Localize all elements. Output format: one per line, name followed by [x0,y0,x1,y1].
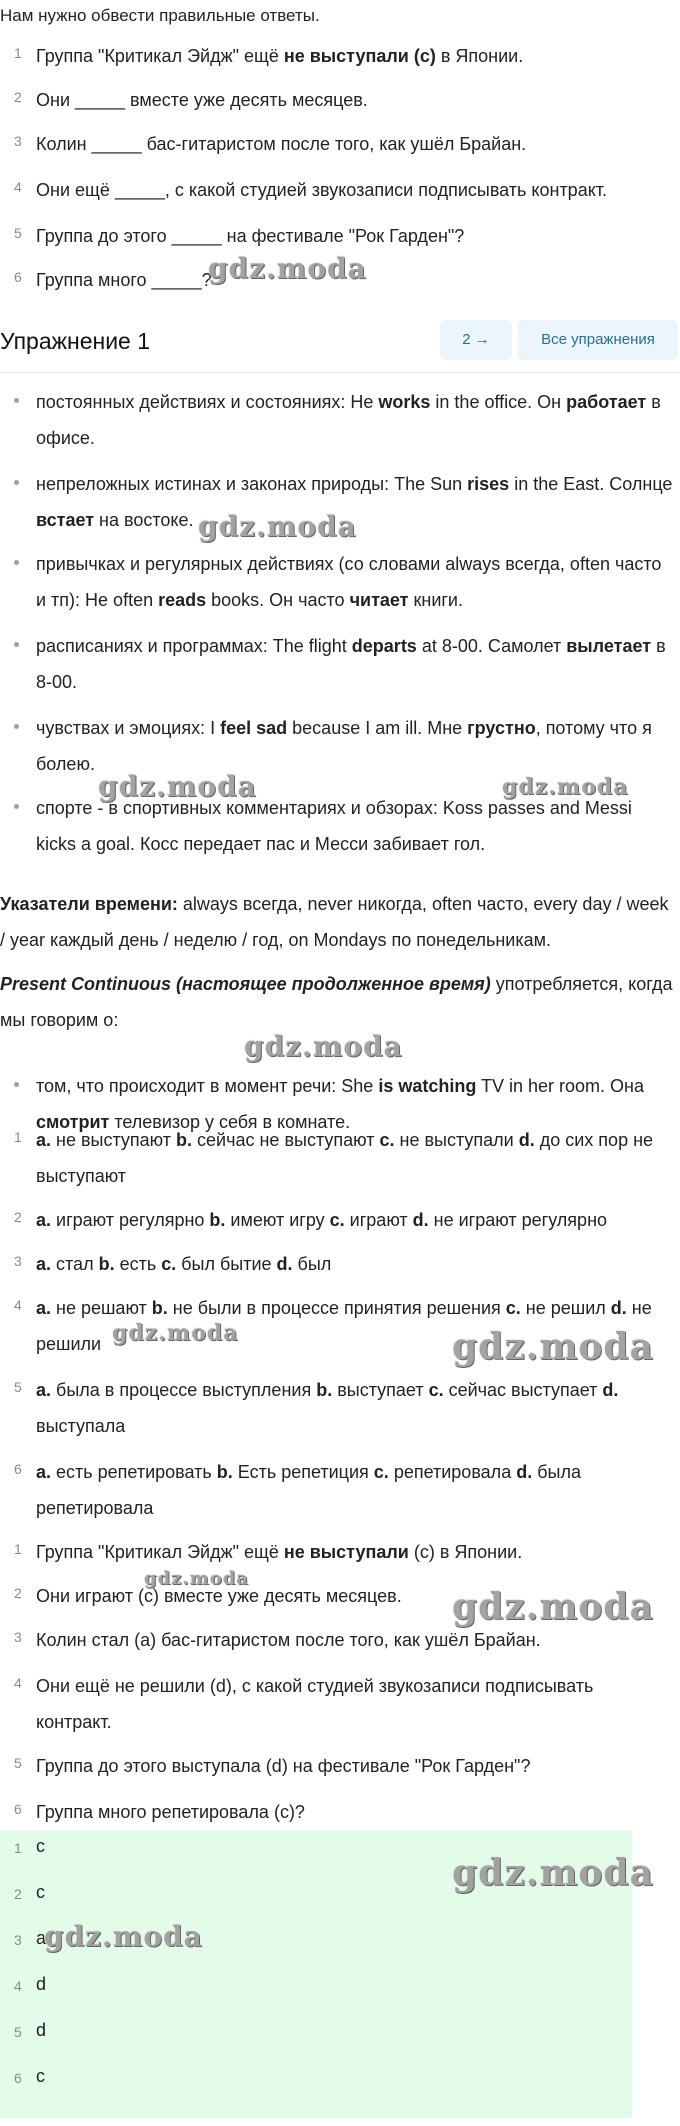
intro-text: Нам нужно обвести правильные ответы. [0,6,320,25]
answer-letter: a [36,1928,47,1948]
item-number: 2 [14,1585,22,1601]
item-text: Колин стал (a) бас-гитаристом после того, как ушёл Брайан. [36,1630,541,1650]
item-number: 2 [14,1209,22,1225]
item-number: 3 [14,133,22,149]
bullet-icon [14,724,19,729]
item-text: Они играют (с) вместе уже десять месяцев. [36,1586,402,1606]
item-text: Они ещё _____, с какой студией звукозаписи подписывать контракт. [36,180,608,200]
list-item-text: привычках и регулярных действиях (со словами always всегда, often часто и тп): He often reads books. Он часто читает книги. [36,554,662,610]
item-text: Они ещё не решили (d), с какой студией звукозаписи подписывать контракт. [36,1676,594,1732]
item-text: Они _____ вместе уже десять месяцев. [36,90,368,110]
bullet-icon [14,480,19,485]
present-continuous-intro: Present Continuous (настоящее продолженное время) употребляется, когда мы говорим о: [0,974,673,1030]
item-number: 6 [14,269,22,285]
watermark-logo: gdz.moda [208,252,367,285]
item-text: a. играют регулярно b. имеют игру c. играют d. не играют регулярно [36,1210,608,1230]
item-text: Группа много репетировала (с)? [36,1802,305,1822]
item-number: 3 [14,1629,22,1645]
item-number: 6 [14,1801,22,1817]
item-number: 3 [14,1253,22,1269]
answer-number: 3 [14,1932,22,1948]
answer-number: 4 [14,1978,22,1994]
item-text: Группа "Критикал Эйдж" ещё не выступали (с) в Японии. [36,46,524,66]
list-item-text: спорте - в спортивных комментариях и обзорах: Koss passes and Messi kicks a goal. Косс передает пас и Месси забивает гол. [36,798,632,854]
answer-number: 2 [14,1886,22,1902]
watermark-logo: gdz.moda [198,510,357,543]
answer-5 [0,2014,632,2058]
watermark-logo: gdz.moda [112,1320,239,1346]
item-number: 6 [14,1461,22,1477]
bullet-icon [14,560,19,565]
list-item-text: том, что происходит в момент речи: She is watching TV in her room. Она смотрит телевизор у себя в комнате. [36,1076,644,1132]
watermark-logo: gdz.moda [144,1568,249,1589]
watermark-logo: gdz.moda [452,1852,654,1894]
item-text: Группа много _____? [36,270,212,290]
answer-letter: c [36,1882,45,1902]
item-text: a. стал b. есть c. был бытие d. был [36,1254,332,1274]
watermark-logo: gdz.moda [452,1326,654,1368]
item-number: 5 [14,225,22,241]
item-text: Группа до этого _____ на фестивале "Рок Гарден"? [36,226,465,246]
item-text: Группа до этого выступала (d) на фестивале "Рок Гарден"? [36,1756,531,1776]
answer-6 [0,2060,632,2104]
watermark-logo: gdz.moda [244,1030,403,1063]
all-exercises-button[interactable]: Все упражнения [518,320,678,360]
list-item-text: непреложных истинах и законах природы: The Sun rises in the East. Солнце встает на востоке. [36,474,673,530]
item-number: 4 [14,1297,22,1313]
item-number: 2 [14,89,22,105]
bullet-icon [14,642,19,647]
answer-number: 5 [14,2024,22,2040]
bullet-icon [14,398,19,403]
item-text: Группа "Критикал Эйдж" ещё не выступали (с) в Японии. [36,1542,523,1562]
watermark-logo: gdz.moda [98,770,257,803]
item-number: 4 [14,1675,22,1691]
item-number: 1 [14,1541,22,1557]
answer-4 [0,1968,632,2012]
answer-letter: d [36,2020,47,2040]
bullet-icon [14,804,19,809]
answer-letter: c [36,1836,45,1856]
watermark-logo: gdz.moda [502,774,629,800]
time-markers-text: Указатели времени: always всегда, never никогда, often часто, every day / week / year каждый день / неделю / год, on Mondays по понедельникам. [0,894,669,950]
list-item-text: чувствах и эмоциях: I feel sad because I am ill. Мне грустно, потому что я болею. [36,718,652,774]
item-number: 1 [14,1129,22,1145]
answer-letter: c [36,2066,45,2086]
answer-number: 6 [14,2070,22,2086]
answer-letter: d [36,1974,47,1994]
exercise-header [0,316,680,373]
item-number: 5 [14,1379,22,1395]
item-text: a. есть репетировать b. Есть репетиция c. репетировала d. была репетировала [36,1462,581,1518]
item-text: a. была в процессе выступления b. выступает c. сейчас выступает d. выступала [36,1380,619,1436]
item-text: Колин _____ бас-гитаристом после того, как ушёл Брайан. [36,134,527,154]
list-item-text: расписаниях и программах: The flight departs at 8-00. Самолет вылетает в 8-00. [36,636,666,692]
watermark-logo: gdz.moda [44,1920,203,1953]
item-text: a. не выступают b. сейчас не выступают c. не выступали d. до сих пор не выступают [36,1130,654,1186]
watermark-logo: gdz.moda [452,1586,654,1628]
item-number: 1 [14,45,22,61]
bullet-icon [14,1082,19,1087]
item-number: 5 [14,1755,22,1771]
next-exercise-button[interactable]: 2 → [440,320,512,360]
exercise-title: Упражнение 1 [0,328,151,354]
item-number: 4 [14,179,22,195]
list-item-text: постоянных действиях и состояниях: He works in the office. Он работает в офисе. [36,392,661,448]
item-text: a. не решают b. не были в процессе принятия решения c. не решил d. не решили [36,1298,652,1354]
answer-number: 1 [14,1840,22,1856]
